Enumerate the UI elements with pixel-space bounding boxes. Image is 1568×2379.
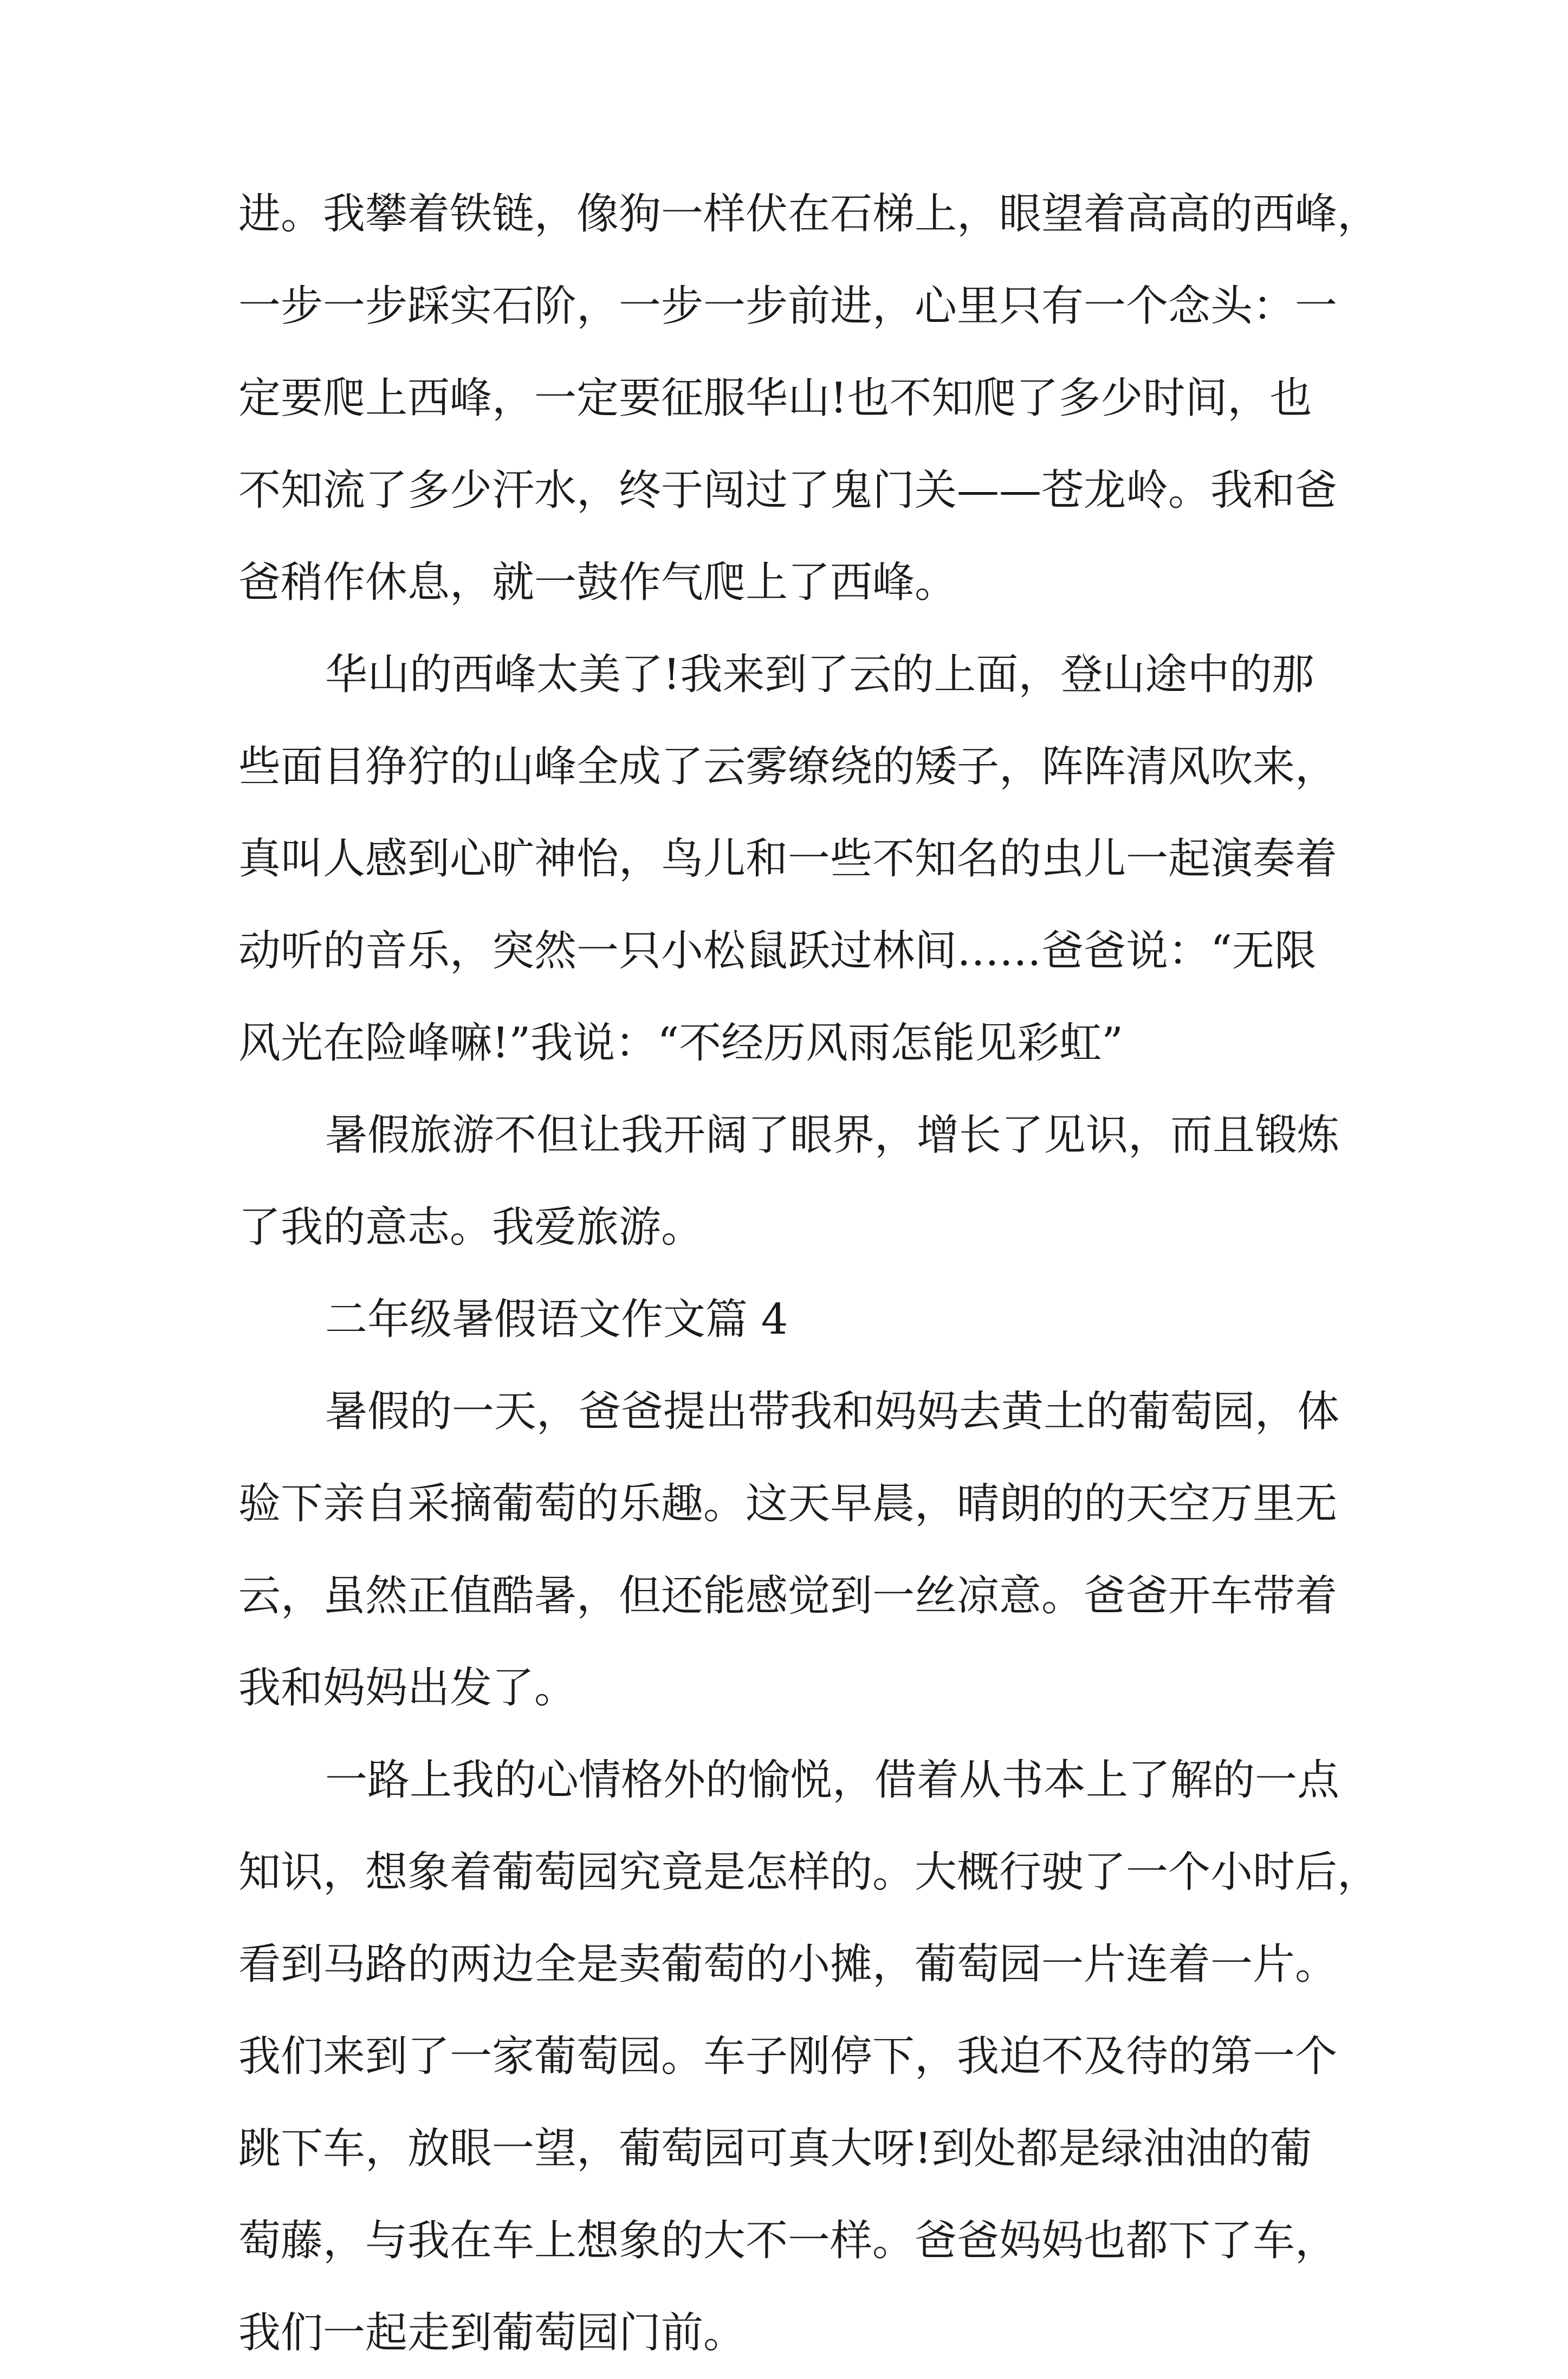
text-line: 我们来到了一家葡萄园。车子刚停下，我迫不及待的第一个	[238, 2032, 1338, 2081]
text-line: 一步一步踩实石阶，一步一步前进，心里只有一个念头：一	[238, 282, 1338, 331]
text-line: 知识，想象着葡萄园究竟是怎样的。大概行驶了一个小时后，	[238, 1848, 1380, 1897]
text-line: 些面目狰狞的山峰全成了云雾缭绕的矮子，阵阵清风吹来，	[238, 742, 1338, 791]
paragraph-first-line: 华山的西峰太美了!我来到了云的上面，登山途中的那	[325, 650, 1314, 699]
text-line: 动听的音乐，突然一只小松鼠跃过林间……爸爸说：“无限	[238, 927, 1317, 975]
text-line: 风光在险峰嘛!”我说：“不经历风雨怎能见彩虹”	[238, 1019, 1123, 1068]
text-line: 跳下车，放眼一望，葡萄园可真大呀!到处都是绿油油的葡	[238, 2124, 1312, 2173]
text-line: 我和妈妈出发了。	[238, 1664, 577, 1712]
text-line: 验下亲自采摘葡萄的乐趣。这天早晨，晴朗的的天空万里无	[238, 1479, 1338, 1528]
text-line: 进。我攀着铁链，像狗一样伏在石梯上，眼望着高高的西峰，	[238, 190, 1380, 238]
text-line: 我们一起走到葡萄园门前。	[238, 2309, 746, 2357]
text-line: 看到马路的两边全是卖葡萄的小摊，葡萄园一片连着一片。	[238, 1940, 1338, 1989]
text-line: 爸稍作休息，就一鼓作气爬上了西峰。	[238, 558, 957, 607]
text-line: 真叫人感到心旷神怡，鸟儿和一些不知名的虫儿一起演奏着	[238, 835, 1338, 883]
paragraph-first-line: 暑假旅游不但让我开阔了眼界，增长了见识，而且锻炼	[325, 1111, 1340, 1160]
text-line: 云，虽然正值酷暑，但还能感觉到一丝凉意。爸爸开车带着	[238, 1572, 1338, 1620]
paragraph-first-line: 一路上我的心情格外的愉悦，借着从书本上了解的一点	[325, 1756, 1340, 1805]
essay-body	[238, 168, 1380, 2379]
section-heading: 二年级暑假语文作文篇 4	[325, 1295, 788, 1344]
text-line: 萄藤，与我在车上想象的大不一样。爸爸妈妈也都下了车，	[238, 2216, 1338, 2265]
text-line: 不知流了多少汗水，终于闯过了鬼门关——苍龙岭。我和爸	[238, 466, 1338, 515]
text-line: 了我的意志。我爱旅游。	[238, 1203, 704, 1252]
paragraph-first-line: 暑假的一天，爸爸提出带我和妈妈去黄土的葡萄园，体	[325, 1387, 1340, 1436]
text-line: 定要爬上西峰，一定要征服华山!也不知爬了多少时间，也	[238, 374, 1312, 423]
